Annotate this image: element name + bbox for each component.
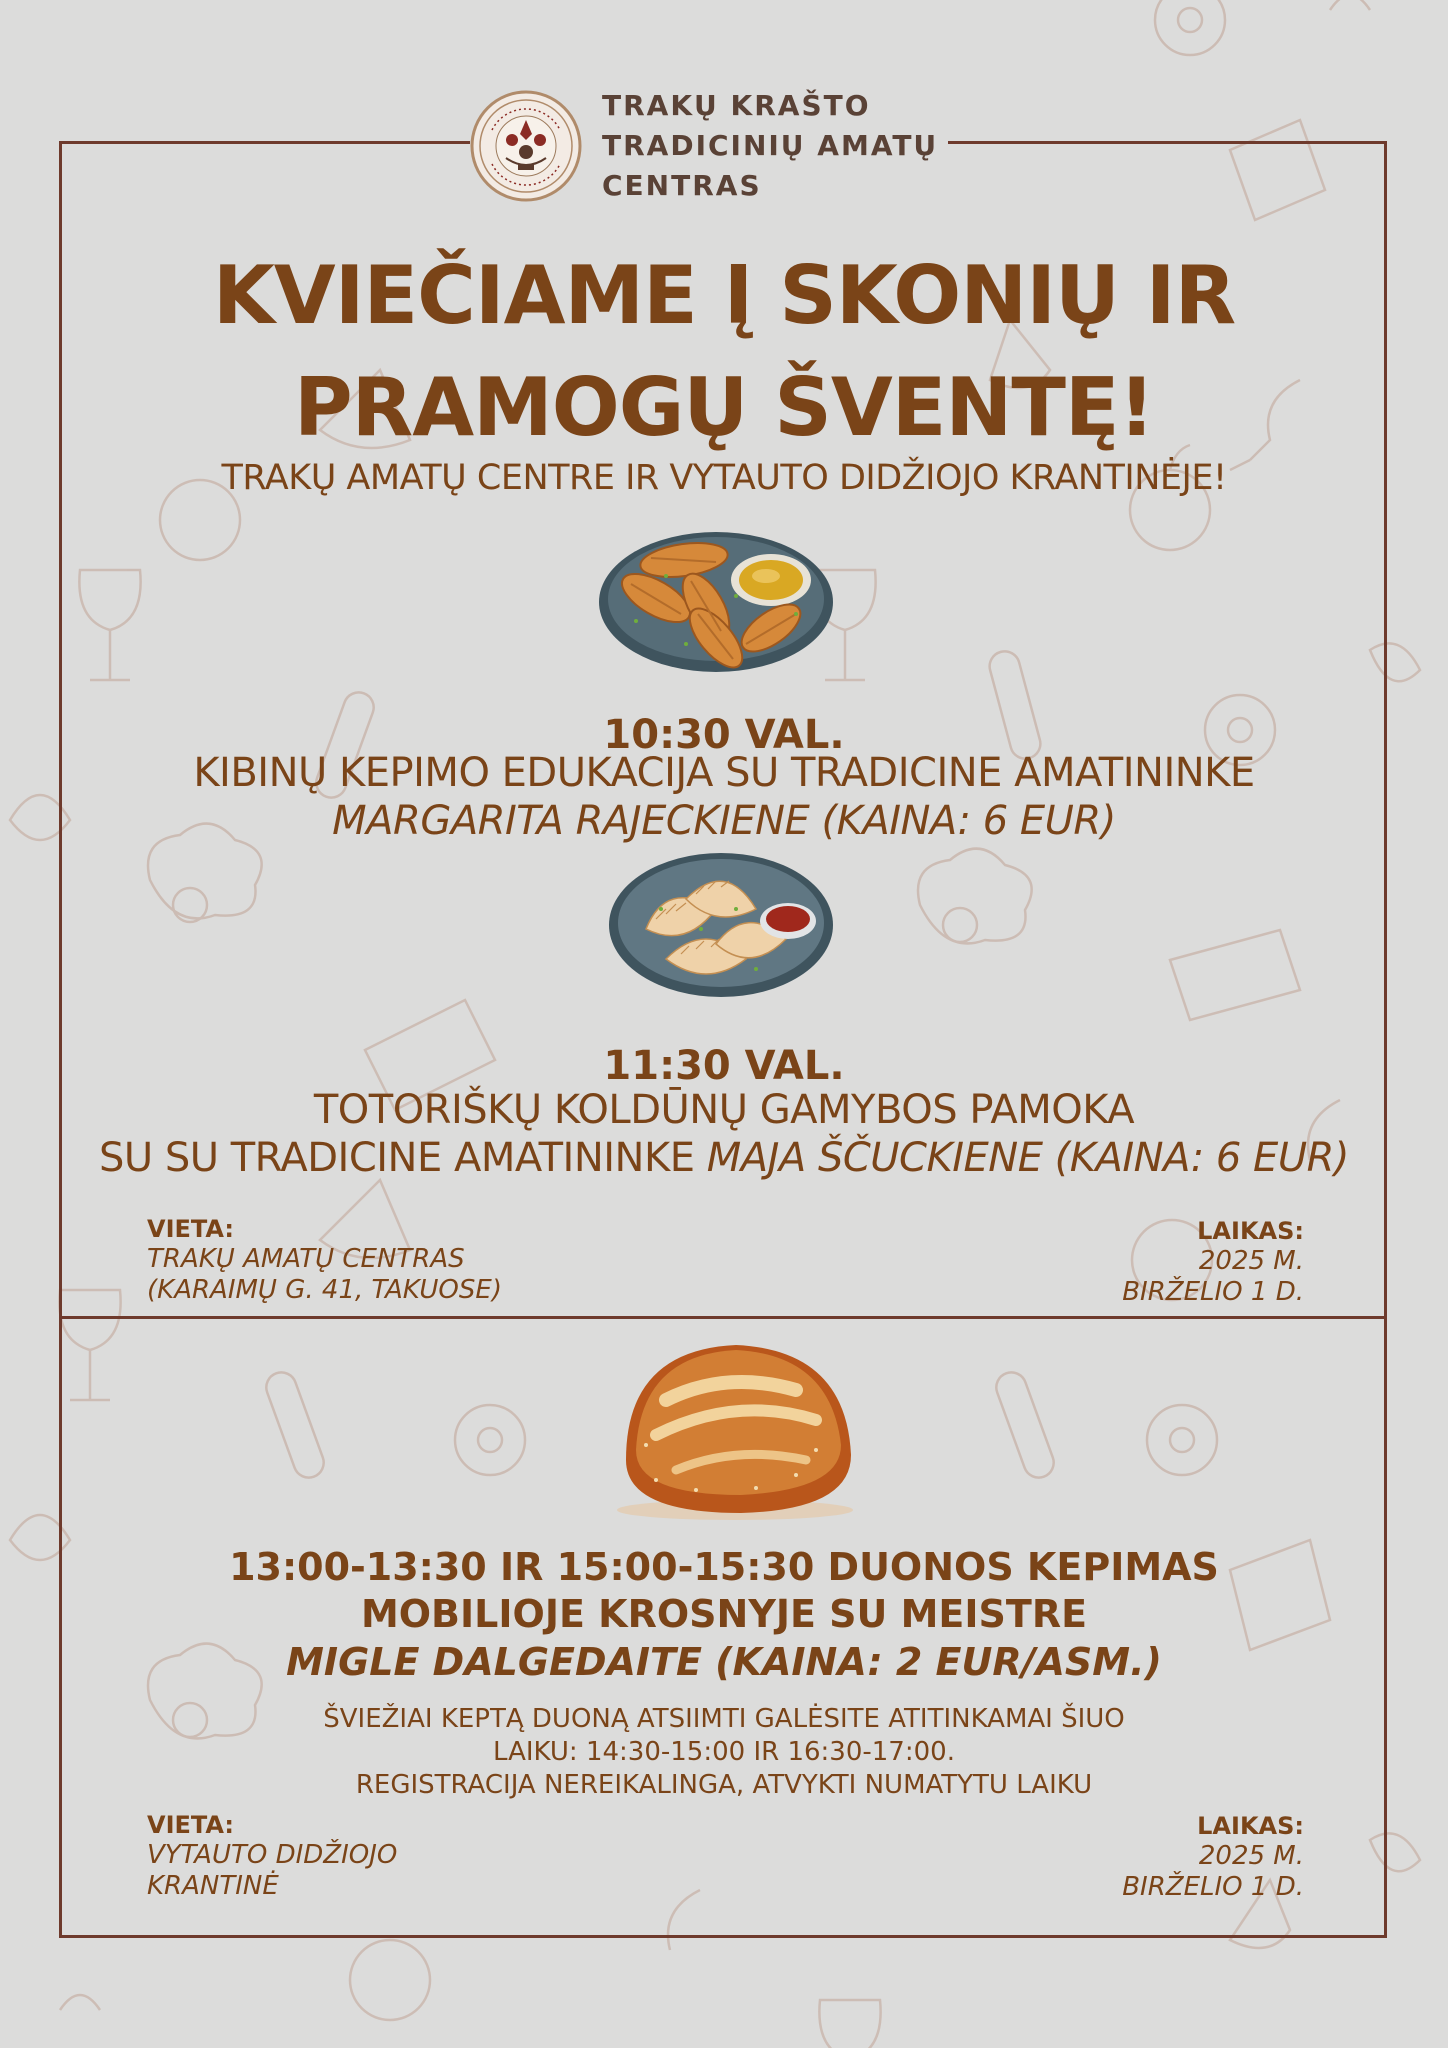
organization-logo (470, 88, 948, 203)
event3-note-3: REGISTRACIJA NEREIKALINGA, ATVYKTI NUMATYTU LAIKU (355, 1770, 1093, 1800)
section1-place (147, 1214, 502, 1306)
bread-loaf-icon (606, 1340, 864, 1526)
title-line-2: PRAMOGŲ ŠVENTĘ! (293, 361, 1155, 454)
section2-time-label: LAIKAS: (1197, 1812, 1304, 1840)
event3-instructor-price: MIGLE DALGEDAITE (KAINA: 2 EUR/ASM.) (286, 1640, 1162, 1684)
event1-title: KIBINŲ KEPIMO EDUKACIJA SU TRADICINE AMATININKE (193, 750, 1255, 796)
section1-place-label: VIETA: (147, 1215, 235, 1243)
logo-line-2: TRADICINIŲ AMATŲ (602, 128, 939, 162)
event1-time: 10:30 VAL. (603, 712, 845, 758)
logo-line-1: TRAKŲ KRAŠTO (602, 88, 871, 122)
logo-line-3: CENTRAS (602, 168, 762, 202)
section1-time-label: LAIKAS: (1197, 1217, 1304, 1245)
section1-time-line2: BIRŽELIO 1 D. (1122, 1277, 1304, 1307)
page-title (0, 240, 1448, 464)
section2-time-line1: 2025 M. (1198, 1841, 1304, 1871)
event2-title: TOTORIŠKŲ KOLDŪNŲ GAMYBOS PAMOKA (313, 1087, 1135, 1133)
section2-place-line1: VYTAUTO DIDŽIOJO (147, 1840, 398, 1870)
dumplings-plate-icon (606, 849, 836, 997)
section1-place-line2: (KARAIMŲ G. 41, TAKUOSE) (147, 1275, 502, 1305)
section2-time (1122, 1811, 1304, 1903)
section2-place-line2: KRANTINĖ (147, 1871, 279, 1901)
section1-time (1122, 1216, 1304, 1308)
section-divider (59, 1316, 1387, 1319)
section2-time-line2: BIRŽELIO 1 D. (1122, 1872, 1304, 1902)
event2-line2-italic: MAJA ŠČUCKIENE (KAINA: 6 EUR) (706, 1135, 1350, 1181)
event2-instructor-price (0, 1134, 1448, 1182)
event3-note-2: LAIKU: 14:30-15:00 IR 16:30-17:00. (493, 1737, 955, 1767)
organization-seal-icon (470, 90, 582, 202)
section1-place-line1: TRAKŲ AMATŲ CENTRAS (147, 1244, 465, 1274)
title-line-1: KVIEČIAME Į SKONIŲ IR (212, 249, 1236, 342)
page-subtitle: TRAKŲ AMATŲ CENTRE IR VYTAUTO DIDŽIOJO KRANTINĖJE! (221, 458, 1227, 498)
event2-line2-plain: SU SU TRADICINE AMATININKE (98, 1135, 707, 1181)
event3-title: 13:00-13:30 IR 15:00-15:30 DUONOS KEPIMAS (229, 1545, 1219, 1589)
section2-place (147, 1810, 397, 1902)
event3-note-1: ŠVIEŽIAI KEPTĄ DUONĄ ATSIIMTI GALĖSITE ATITINKAMAI ŠIUO (323, 1704, 1125, 1734)
section2-place-label: VIETA: (147, 1811, 235, 1839)
kibinai-plate-icon (596, 526, 836, 672)
event1-instructor-price: MARGARITA RAJECKIENE (KAINA: 6 EUR) (332, 798, 1116, 844)
section1-time-line1: 2025 M. (1198, 1246, 1304, 1276)
event2-time: 11:30 VAL. (603, 1043, 845, 1089)
event3-subtitle: MOBILIOJE KROSNYJE SU MEISTRE (360, 1592, 1088, 1636)
